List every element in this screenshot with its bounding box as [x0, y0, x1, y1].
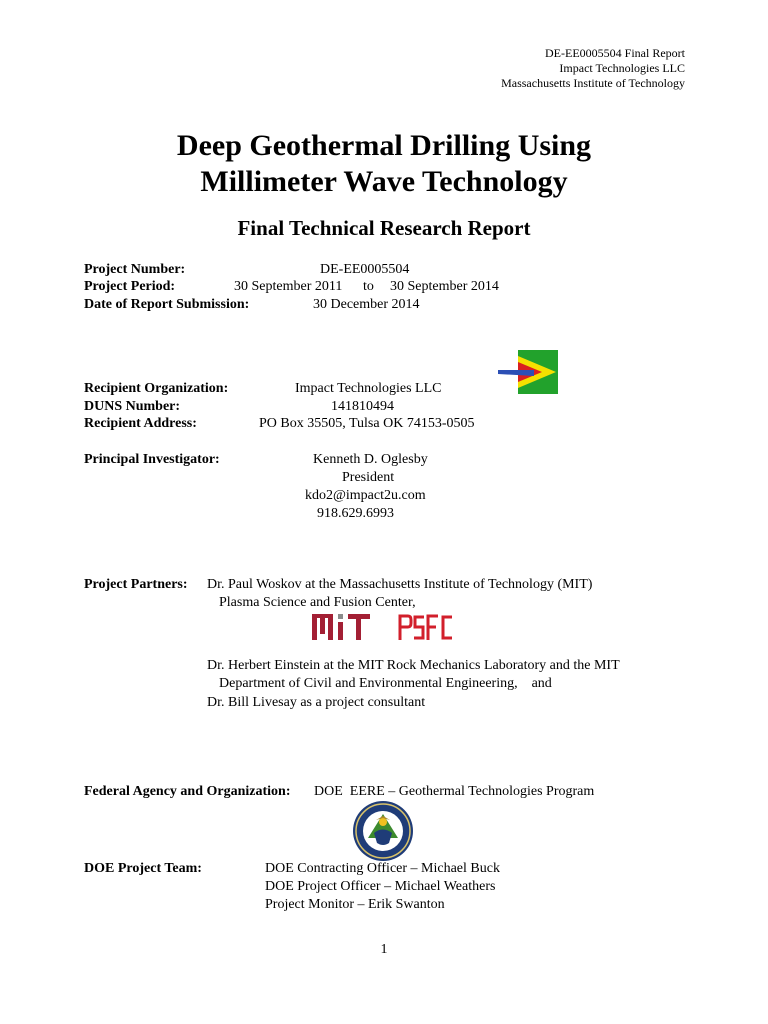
project-period-end: 30 September 2014 — [390, 279, 499, 294]
mit-logo — [312, 614, 370, 640]
duns-value: 141810494 — [331, 399, 394, 414]
title-line-2: Millimeter Wave Technology — [200, 165, 568, 198]
partners-line-1: Dr. Paul Woskov at the Massachusetts Institute of Technology (MIT) — [207, 577, 593, 592]
psfc-logo — [398, 614, 454, 640]
header-company: Impact Technologies LLC — [559, 61, 685, 75]
pi-phone: 918.629.6993 — [317, 506, 394, 521]
doe-seal-logo — [352, 800, 414, 862]
seal-sun — [379, 818, 387, 826]
pi-label: Principal Investigator: — [84, 452, 220, 467]
impact-technologies-logo — [498, 348, 560, 396]
partners-line-5: Dr. Bill Livesay as a project consultant — [207, 695, 426, 710]
submission-date-value: 30 December 2014 — [313, 297, 420, 312]
duns-label: DUNS Number: — [84, 399, 181, 414]
federal-agency-label: Federal Agency and Organization: — [84, 784, 291, 799]
federal-agency-value: DOE EERE – Geothermal Technologies Program — [314, 784, 595, 799]
project-period-to: to — [363, 279, 374, 294]
project-number-value: DE-EE0005504 — [320, 262, 410, 277]
partners-line-4: Department of Civil and Environmental Engineering, and — [219, 676, 552, 691]
doe-team-label: DOE Project Team: — [84, 861, 202, 876]
pi-email: kdo2@impact2u.com — [305, 488, 426, 503]
recipient-org-label: Recipient Organization: — [84, 381, 229, 396]
partners-line-2: Plasma Science and Fusion Center, — [219, 595, 416, 610]
submission-date-label: Date of Report Submission: — [84, 297, 250, 312]
doe-team-line-1: DOE Contracting Officer – Michael Buck — [265, 861, 500, 876]
title-line-1: Deep Geothermal Drilling Using — [176, 129, 592, 162]
page-number: 1 — [380, 942, 388, 957]
subtitle: Final Technical Research Report — [237, 216, 531, 240]
doe-team-line-2: DOE Project Officer – Michael Weathers — [265, 879, 496, 894]
recipient-org-value: Impact Technologies LLC — [295, 381, 442, 396]
project-period-label: Project Period: — [84, 279, 176, 294]
recipient-address-value: PO Box 35505, Tulsa OK 74153-0505 — [259, 416, 475, 431]
logo-blue-arrow — [498, 370, 534, 376]
doe-team-line-3: Project Monitor – Erik Swanton — [265, 897, 445, 912]
pi-name: Kenneth D. Oglesby — [313, 452, 428, 467]
project-period-start: 30 September 2011 — [234, 279, 343, 294]
partners-label: Project Partners: — [84, 577, 188, 592]
header-report-id: DE-EE0005504 Final Report — [545, 46, 685, 60]
pi-role: President — [342, 470, 395, 485]
project-number-label: Project Number: — [84, 262, 186, 277]
header-institution: Massachusetts Institute of Technology — [501, 76, 685, 90]
recipient-address-label: Recipient Address: — [84, 416, 197, 431]
partners-line-3: Dr. Herbert Einstein at the MIT Rock Mechanics Laboratory and the MIT — [207, 658, 620, 673]
